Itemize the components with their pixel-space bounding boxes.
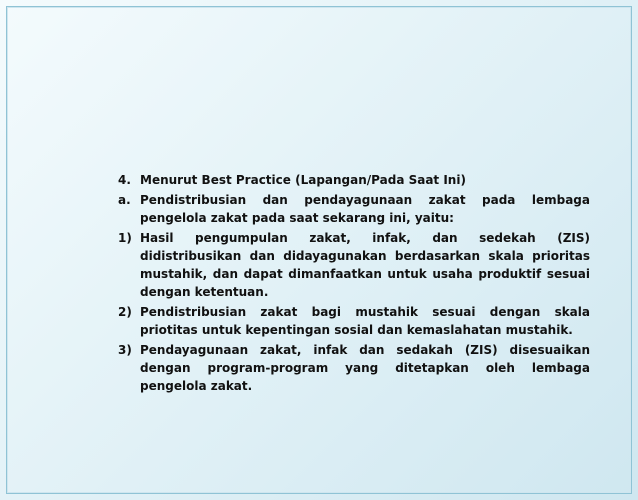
intro-text: Pendistribusian dan pendayagunaan zakat pada lembaga pengelola zakat pada saat sekarang ini, yaitu: bbox=[140, 193, 590, 225]
list-item-2 bbox=[118, 303, 590, 339]
list-item-text: Pendayagunaan zakat, infak dan sedakah (ZIS) disesuaikan dengan program-program yang ditetapkan oleh lembaga pengelola zakat. bbox=[140, 343, 590, 393]
list-item-text: Pendistribusian zakat bagi mustahik sesuai dengan skala priotitas untuk kepentingan sosial dan kemaslahatan mustahik. bbox=[140, 305, 590, 337]
list-item-marker: 3) bbox=[118, 343, 132, 357]
list-item-text: Hasil pengumpulan zakat, infak, dan sedekah (ZIS) didistribusikan dan didayagunakan berdasarkan skala prioritas mustahik, dan dapat dimanfaatkan untuk usaha produktif sesuai dengan ketentuan. bbox=[140, 231, 590, 299]
slide-content bbox=[118, 171, 590, 397]
heading-number: 4. bbox=[118, 173, 131, 187]
list-item-marker: 2) bbox=[118, 305, 132, 319]
intro-item bbox=[118, 191, 590, 227]
intro-marker: a. bbox=[118, 193, 131, 207]
list-item-3 bbox=[118, 341, 590, 395]
heading-row bbox=[118, 171, 590, 189]
list-item-1 bbox=[118, 229, 590, 301]
heading-text: Menurut Best Practice (Lapangan/Pada Saat Ini) bbox=[140, 173, 466, 187]
list-item-marker: 1) bbox=[118, 231, 132, 245]
